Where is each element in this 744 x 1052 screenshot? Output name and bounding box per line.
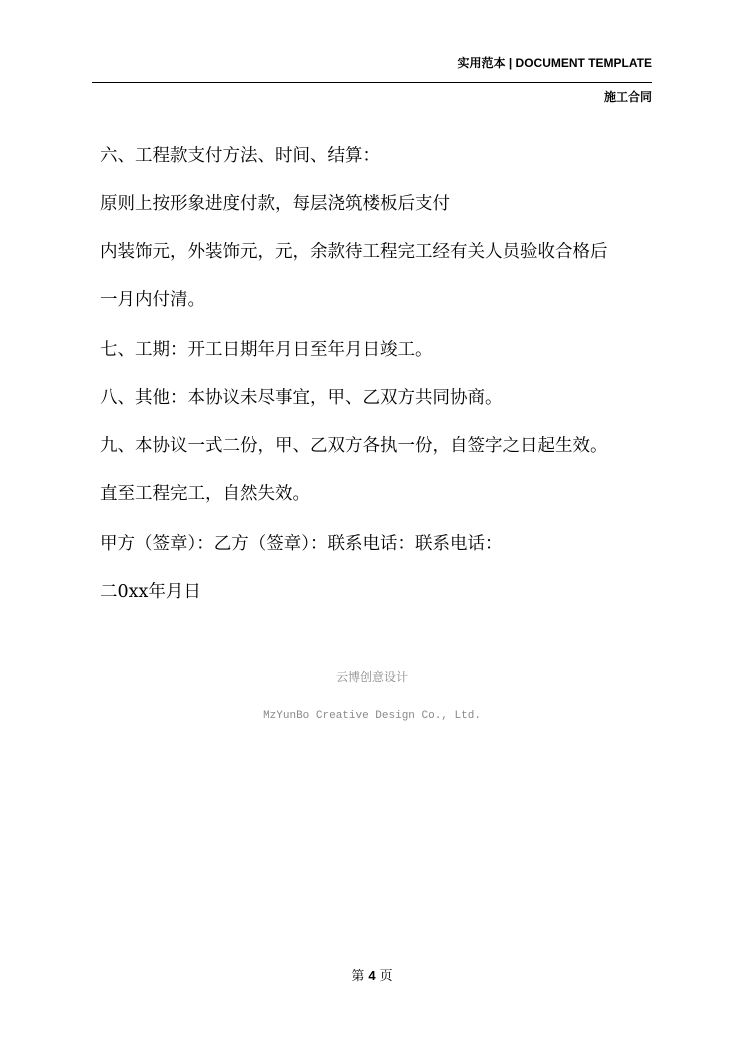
- page-number-suffix: 页: [379, 969, 393, 984]
- clause-schedule: 七、工期：开工日期年月日至年月日竣工。: [100, 340, 433, 360]
- page-number-prefix: 第: [351, 969, 365, 984]
- header-subtitle: 施工合同: [603, 90, 652, 104]
- clause-payment-text-cont: 内装饰元，外装饰元，元，余款待工程完工经有关人员验收合格后: [100, 242, 608, 262]
- page-number: [0, 965, 744, 984]
- clause-payment-text: 原则上按形象进度付款，每层浇筑楼板后支付: [100, 194, 450, 214]
- clause-other: 八、其他：本协议未尽事宜，甲、乙双方共同协商。: [100, 388, 503, 408]
- clause-copies: 九、本协议一式二份，甲、乙双方各执一份，自签字之日起生效。: [100, 436, 608, 456]
- header-title: 实用范本 | DOCUMENT TEMPLATE: [457, 56, 652, 70]
- clause-payment-heading: 六、工程款支付方法、时间、结算：: [100, 146, 380, 166]
- date-line: 二0xx年月日: [100, 582, 201, 602]
- clause-copies-cont: 直至工程完工，自然失效。: [100, 484, 310, 504]
- footer-company-cn: 云博创意设计: [335, 670, 408, 684]
- signature-line: 甲方（签章）：乙方（签章）：联系电话：联系电话：: [100, 534, 503, 554]
- page-number-value: 4: [368, 968, 376, 983]
- header-divider: [92, 82, 652, 83]
- clause-payment-text-end: 一月内付清。: [100, 290, 205, 310]
- footer-company-en: MzYunBo Creative Design Co., Ltd.: [263, 710, 481, 722]
